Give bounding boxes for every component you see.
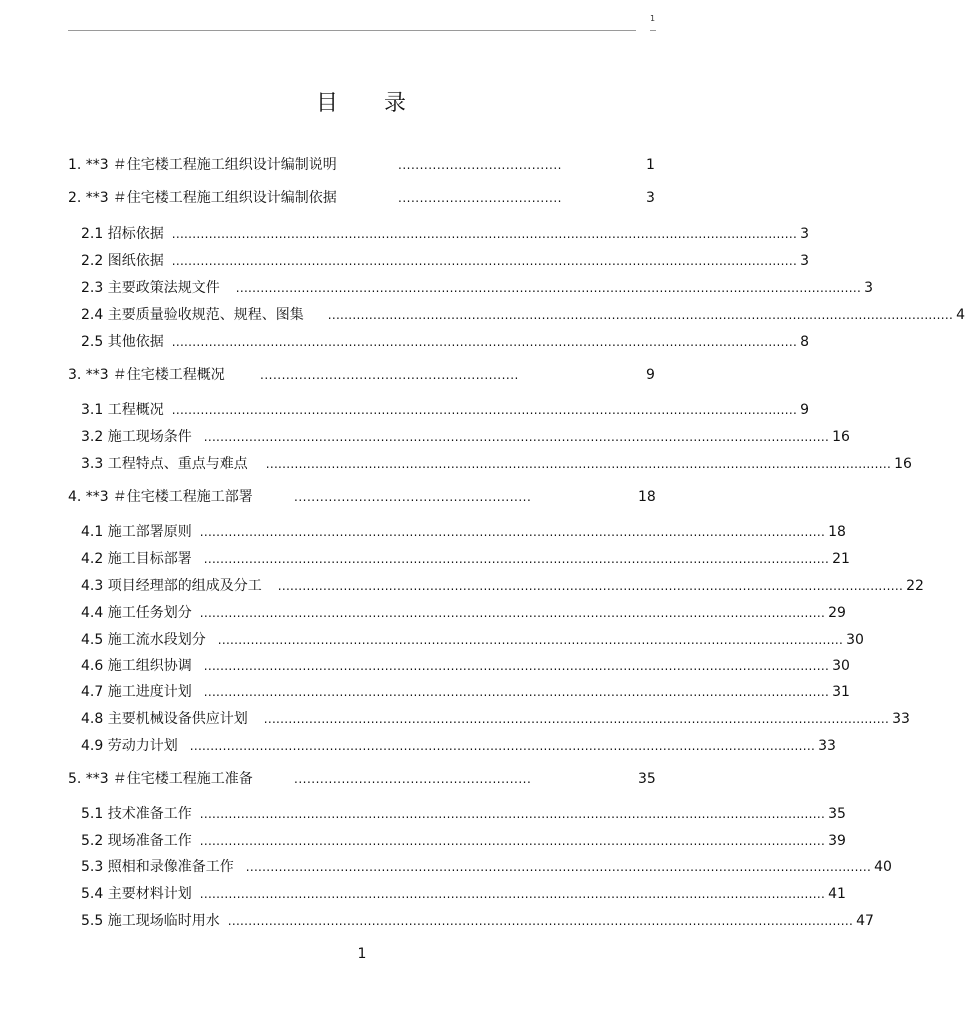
toc-entry-label: 5.1 技术准备工作 — [81, 806, 192, 822]
toc-entry-4-9[interactable] — [81, 737, 836, 755]
toc-leader-dots: ........................................................................................................................................................ — [203, 430, 830, 444]
toc-entry-page: 16 — [832, 429, 850, 445]
toc-entry-page: 4 — [956, 307, 965, 323]
toc-entry-4-3[interactable] — [81, 577, 924, 595]
page-title — [0, 86, 724, 117]
toc-entry-page: 9 — [646, 367, 655, 383]
toc-leader-dots: ........................................................................................................................................................ — [199, 887, 826, 901]
toc-entry-page: 33 — [818, 738, 836, 754]
toc-leader-dots: ........................................................................................................................................................ — [277, 579, 904, 593]
toc-entry-page: 40 — [874, 859, 892, 875]
toc-entry-label: ＃住宅楼工程施工组织设计编制依据 — [112, 190, 337, 206]
toc-entry-3-2[interactable] — [81, 428, 850, 446]
toc-entry-page: 9 — [800, 402, 810, 418]
toc-entry-label: 5.5 施工现场临时用水 — [81, 913, 220, 929]
toc-entry-page: 41 — [828, 886, 846, 902]
title-char-2: 录 — [384, 91, 409, 116]
toc-entry-label: 4.5 施工流水段划分 — [81, 632, 206, 648]
toc-entry-page: 1 — [646, 157, 655, 173]
toc-leader-dots: ...................................... — [398, 158, 562, 172]
toc-entry-page: 30 — [846, 632, 864, 648]
toc-entry-page: 21 — [832, 551, 850, 567]
toc-leader-dots: ........................................................................................................................................................ — [171, 227, 798, 241]
toc-entry-page: 3 — [800, 253, 810, 269]
toc-entry-label: 2.5 其他依据 — [81, 334, 164, 350]
toc-leader-dots: ........................................................................................................................................................ — [203, 659, 830, 673]
toc-entry-1[interactable] — [68, 156, 668, 174]
toc-entry-label: ＃住宅楼工程概况 — [112, 367, 225, 383]
toc-entry-4-7[interactable] — [81, 683, 850, 701]
toc-entry-page: 3 — [646, 190, 655, 206]
toc-entry-label: 2.1 招标依据 — [81, 226, 164, 242]
toc-entry-page: 31 — [832, 684, 850, 700]
toc-leader-dots: ........................................................................................................................................................ — [235, 281, 862, 295]
toc-entry-label: 5.3 照相和录像准备工作 — [81, 859, 234, 875]
toc-entry-number: 2. **3 — [68, 190, 109, 206]
toc-entry-3-3[interactable] — [81, 455, 912, 473]
toc-entry-page: 39 — [828, 833, 846, 849]
toc-entry-2-1[interactable] — [81, 225, 810, 243]
toc-entry-5-3[interactable] — [81, 858, 892, 876]
header-rule — [68, 30, 636, 31]
toc-leader-dots: ........................................................................................................................................................ — [199, 834, 826, 848]
toc-entry-page: 3 — [800, 226, 810, 242]
toc-entry-4-6[interactable] — [81, 657, 850, 675]
toc-entry-label: 4.7 施工进度计划 — [81, 684, 192, 700]
toc-entry-label: 3.2 施工现场条件 — [81, 429, 192, 445]
toc-leader-dots: ........................................................................................................................................................ — [189, 739, 816, 753]
toc-entry-2-3[interactable] — [81, 279, 874, 297]
toc-entry-page: 35 — [828, 806, 846, 822]
toc-entry-3[interactable] — [68, 366, 668, 384]
toc-leader-dots: ........................................................................................................................................................ — [327, 308, 954, 322]
toc-entry-label: 5.4 主要材料计划 — [81, 886, 192, 902]
toc-leader-dots: ........................................................................................................................................................ — [203, 552, 830, 566]
toc-entry-label: 2.3 主要政策法规文件 — [81, 280, 220, 296]
toc-entry-4-2[interactable] — [81, 550, 850, 568]
toc-leader-dots: ...................................... — [398, 191, 562, 205]
toc-entry-number: 5. **3 — [68, 771, 109, 787]
toc-entry-label: 4.8 主要机械设备供应计划 — [81, 711, 248, 727]
toc-entry-label: 2.4 主要质量验收规范、规程、图集 — [81, 307, 304, 323]
toc-entry-page: 3 — [864, 280, 874, 296]
toc-entry-number: 4. **3 — [68, 489, 109, 505]
toc-leader-dots: ........................................................................................................................................................ — [199, 807, 826, 821]
toc-entry-page: 18 — [828, 524, 846, 540]
toc-entry-label: 4.2 施工目标部署 — [81, 551, 192, 567]
toc-entry-label: 5.2 现场准备工作 — [81, 833, 192, 849]
toc-leader-dots: ........................................................................................................................................................ — [203, 685, 830, 699]
toc-entry-page: 47 — [856, 913, 874, 929]
toc-entry-2[interactable] — [68, 189, 668, 207]
toc-entry-5[interactable] — [68, 770, 668, 788]
toc-entry-5-2[interactable] — [81, 832, 846, 850]
toc-entry-label: ＃住宅楼工程施工准备 — [112, 771, 253, 787]
toc-entry-label: 2.2 图纸依据 — [81, 253, 164, 269]
toc-entry-label: 4.4 施工任务划分 — [81, 605, 192, 621]
toc-entry-4[interactable] — [68, 488, 668, 506]
toc-entry-page: 30 — [832, 658, 850, 674]
toc-leader-dots: ........................................................................................................................................................ — [171, 254, 798, 268]
toc-leader-dots: ........................................................................................................................................................ — [217, 633, 844, 647]
toc-leader-dots: ........................................................................................................................................................ — [265, 457, 892, 471]
toc-entry-page: 35 — [638, 771, 656, 787]
toc-entry-label: 3.3 工程特点、重点与难点 — [81, 456, 248, 472]
toc-leader-dots: ........................................................................................................................................................ — [171, 403, 798, 417]
toc-entry-3-1[interactable] — [81, 401, 810, 419]
toc-entry-4-1[interactable] — [81, 523, 846, 541]
toc-entry-page: 33 — [892, 711, 910, 727]
toc-entry-5-5[interactable] — [81, 912, 874, 930]
toc-leader-dots: ........................................................................................................................................................ — [199, 606, 826, 620]
toc-entry-label: 4.3 项目经理部的组成及分工 — [81, 578, 262, 594]
toc-leader-dots: ........................................................................................................................................................ — [227, 914, 854, 928]
toc-entry-2-5[interactable] — [81, 333, 810, 351]
toc-entry-page: 22 — [906, 578, 924, 594]
toc-leader-dots: ........................................................................................................................................................ — [245, 860, 872, 874]
toc-leader-dots: ............................................................ — [260, 368, 519, 382]
toc-entry-number: 3. **3 — [68, 367, 109, 383]
toc-leader-dots: ........................................................................................................................................................ — [199, 525, 826, 539]
toc-entry-2-4[interactable] — [81, 306, 965, 324]
toc-entry-2-2[interactable] — [81, 252, 810, 270]
toc-leader-dots: ....................................................... — [294, 490, 532, 504]
toc-entry-page: 29 — [828, 605, 846, 621]
toc-entry-label: 4.1 施工部署原则 — [81, 524, 192, 540]
header-mark — [650, 30, 656, 31]
toc-entry-label: 4.6 施工组织协调 — [81, 658, 192, 674]
toc-leader-dots: ....................................................... — [294, 772, 532, 786]
toc-entry-page: 8 — [800, 334, 810, 350]
toc-entry-label: ＃住宅楼工程施工部署 — [112, 489, 253, 505]
title-char-1: 目 — [315, 91, 340, 116]
toc-entry-label: ＃住宅楼工程施工组织设计编制说明 — [112, 157, 337, 173]
toc-entry-label: 3.1 工程概况 — [81, 402, 164, 418]
toc-entry-4-5[interactable] — [81, 631, 864, 649]
header-page-number: 1 — [650, 14, 656, 23]
toc-entry-4-4[interactable] — [81, 604, 846, 622]
toc-entry-4-8[interactable] — [81, 710, 910, 728]
toc-entry-label: 4.9 劳动力计划 — [81, 738, 178, 754]
toc-entry-page: 18 — [638, 489, 656, 505]
toc-leader-dots: ........................................................................................................................................................ — [263, 712, 890, 726]
footer-page-number: 1 — [357, 946, 367, 962]
toc-leader-dots: ........................................................................................................................................................ — [171, 335, 798, 349]
toc-entry-5-4[interactable] — [81, 885, 846, 903]
toc-entry-page: 16 — [894, 456, 912, 472]
toc-entry-5-1[interactable] — [81, 805, 846, 823]
toc-entry-number: 1. **3 — [68, 157, 109, 173]
